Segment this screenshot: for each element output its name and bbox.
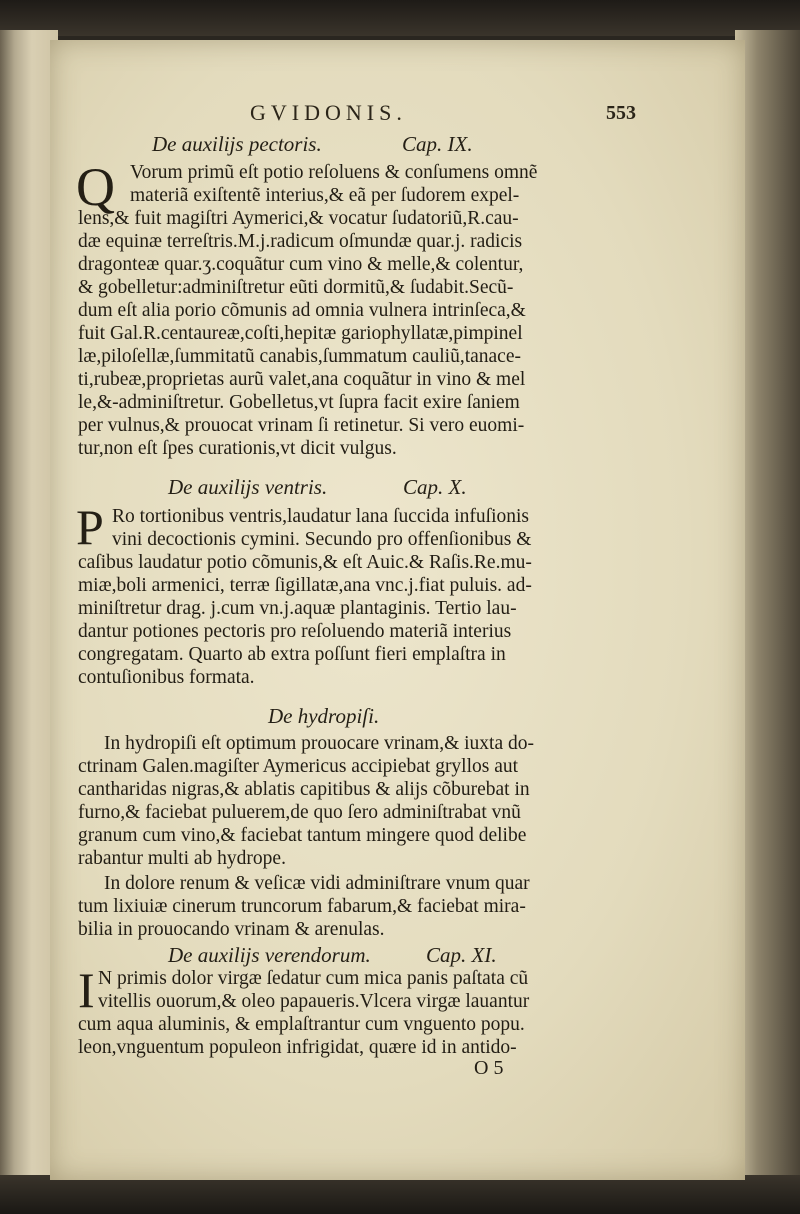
text-line: rabantur multi ab hydrope. [78, 848, 286, 869]
text-line: per vulnus,& prouocat vrinam ſi retinetur. Si vero euomi- [78, 415, 525, 436]
section-title: De auxilijs pectoris. [152, 132, 322, 156]
text-line: tur,non eſt ſpes curationis,vt dicit vulgus. [78, 438, 397, 459]
text-line: fuit Gal.R.centaureæ,coſti,hepitæ gariophyllatæ,pimpinel [78, 323, 523, 344]
drop-cap: I [78, 962, 95, 1018]
text-line: cum aqua aluminis, & emplaſtrantur cum vnguento popu. [78, 1014, 525, 1035]
text-line: dantur potiones pectoris pro reſoluendo materiã interius [78, 621, 512, 642]
text-line: ti,rubeæ,proprietas aurũ valet,ana coquãtur in vino & mel [78, 369, 526, 390]
text-line: granum cum vino,& faciebat tantum mingere quod delibe [78, 825, 527, 846]
text-line: bilia in prouocando vrinam & arenulas. [78, 919, 385, 940]
text-line: lens,& fuit magiſtri Aymerici,& vocatur ſudatoriũ,R.cau- [78, 208, 519, 229]
text-line: miæ,boli armenici, terræ ſigillatæ,ana vnc.j.fiat puluis. ad- [78, 575, 532, 596]
chapter-label: Cap. IX. [402, 132, 473, 156]
text-line: dum eſt alia porio cõmunis ad omnia vulnera intrinſeca,& [78, 300, 526, 321]
text-line: Ro tortionibus ventris,laudatur lana ſuccida infuſionis [112, 506, 530, 527]
signature-mark: O 5 [474, 1057, 504, 1079]
text-line: cantharidas nigras,& ablatis capitibus & alijs cõburebat in [78, 779, 530, 800]
running-head: GVIDONIS. [250, 100, 407, 125]
text-line: læ,piloſellæ,ſummitatũ canabis,ſummatum cauliũ,tanace- [78, 346, 521, 367]
text-line: miniſtretur drag. j.cum vn.j.aquæ plantaginis. Tertio lau- [78, 598, 517, 619]
section-title: De auxilijs ventris. [168, 475, 328, 499]
text-line: dragonteæ quar.ʒ.coquãtur cum vino & melle,& colentur, [78, 254, 524, 275]
text-line: dæ equinæ terreſtris.M.j.radicum oſmundæ quar.j. radicis [78, 231, 523, 252]
section-heading-verendorum [168, 943, 497, 968]
section-heading-hydropisi [268, 704, 379, 729]
text-line: & gobelletur:adminiſtretur eũti dormitũ,& ſudabit.Secũ- [78, 277, 514, 298]
text-line: N primis dolor virgæ ſedatur cum mica panis paſtata cũ [98, 968, 529, 989]
text-line: leon,vnguentum populeon infrigidat, quære id in antido- [78, 1037, 517, 1058]
section-heading-ventris [168, 475, 467, 500]
text-line: materiã exiſtentẽ interius,& eã per ſudorem expel- [130, 185, 520, 206]
text-line: ctrinam Galen.magiſter Aymericus accipiebat gryllos aut [78, 756, 519, 777]
scan-background-top [0, 0, 800, 36]
drop-cap: P [76, 499, 104, 555]
section-title: De hydropiſi. [268, 704, 380, 728]
text-line: le,&-adminiſtretur. Gobelletus,vt ſupra facit exire ſaniem [78, 392, 520, 413]
text-line: caſibus laudatur potio cõmunis,& eſt Auic.& Raſis.Re.mu- [78, 552, 532, 573]
section-heading-pectoris [152, 132, 473, 157]
text-line: congregatam. Quarto ab extra poſſunt fieri emplaſtra in [78, 644, 506, 665]
text-line: furno,& faciebat puluerem,de quo ſero adminiſtrabat vnũ [78, 802, 521, 823]
text-line: In hydropiſi eſt optimum prouocare vrinam,& iuxta do- [104, 733, 534, 754]
page-number: 553 [606, 102, 636, 124]
text-line: vini decoctionis cymini. Secundo pro offenſionibus & [112, 529, 532, 550]
chapter-label: Cap. X. [403, 475, 467, 499]
text-line: In dolore renum & veſicæ vidi adminiſtrare vnum quar [104, 873, 530, 894]
text-line: contuſionibus formata. [78, 667, 255, 688]
text-line: Vorum primũ eſt potio reſoluens & conſumens omnẽ [130, 162, 538, 183]
text-line: vitellis ouorum,& oleo papaueris.Vlcera virgæ lauantur [98, 991, 530, 1012]
text-line: tum lixiuiæ cinerum truncorum fabarum,& faciebat mira- [78, 896, 526, 917]
drop-cap: Q [76, 157, 115, 217]
scan-background-bottom [0, 1175, 800, 1214]
chapter-label: Cap. XI. [426, 943, 497, 967]
section-title: De auxilijs verendorum. [168, 943, 371, 967]
